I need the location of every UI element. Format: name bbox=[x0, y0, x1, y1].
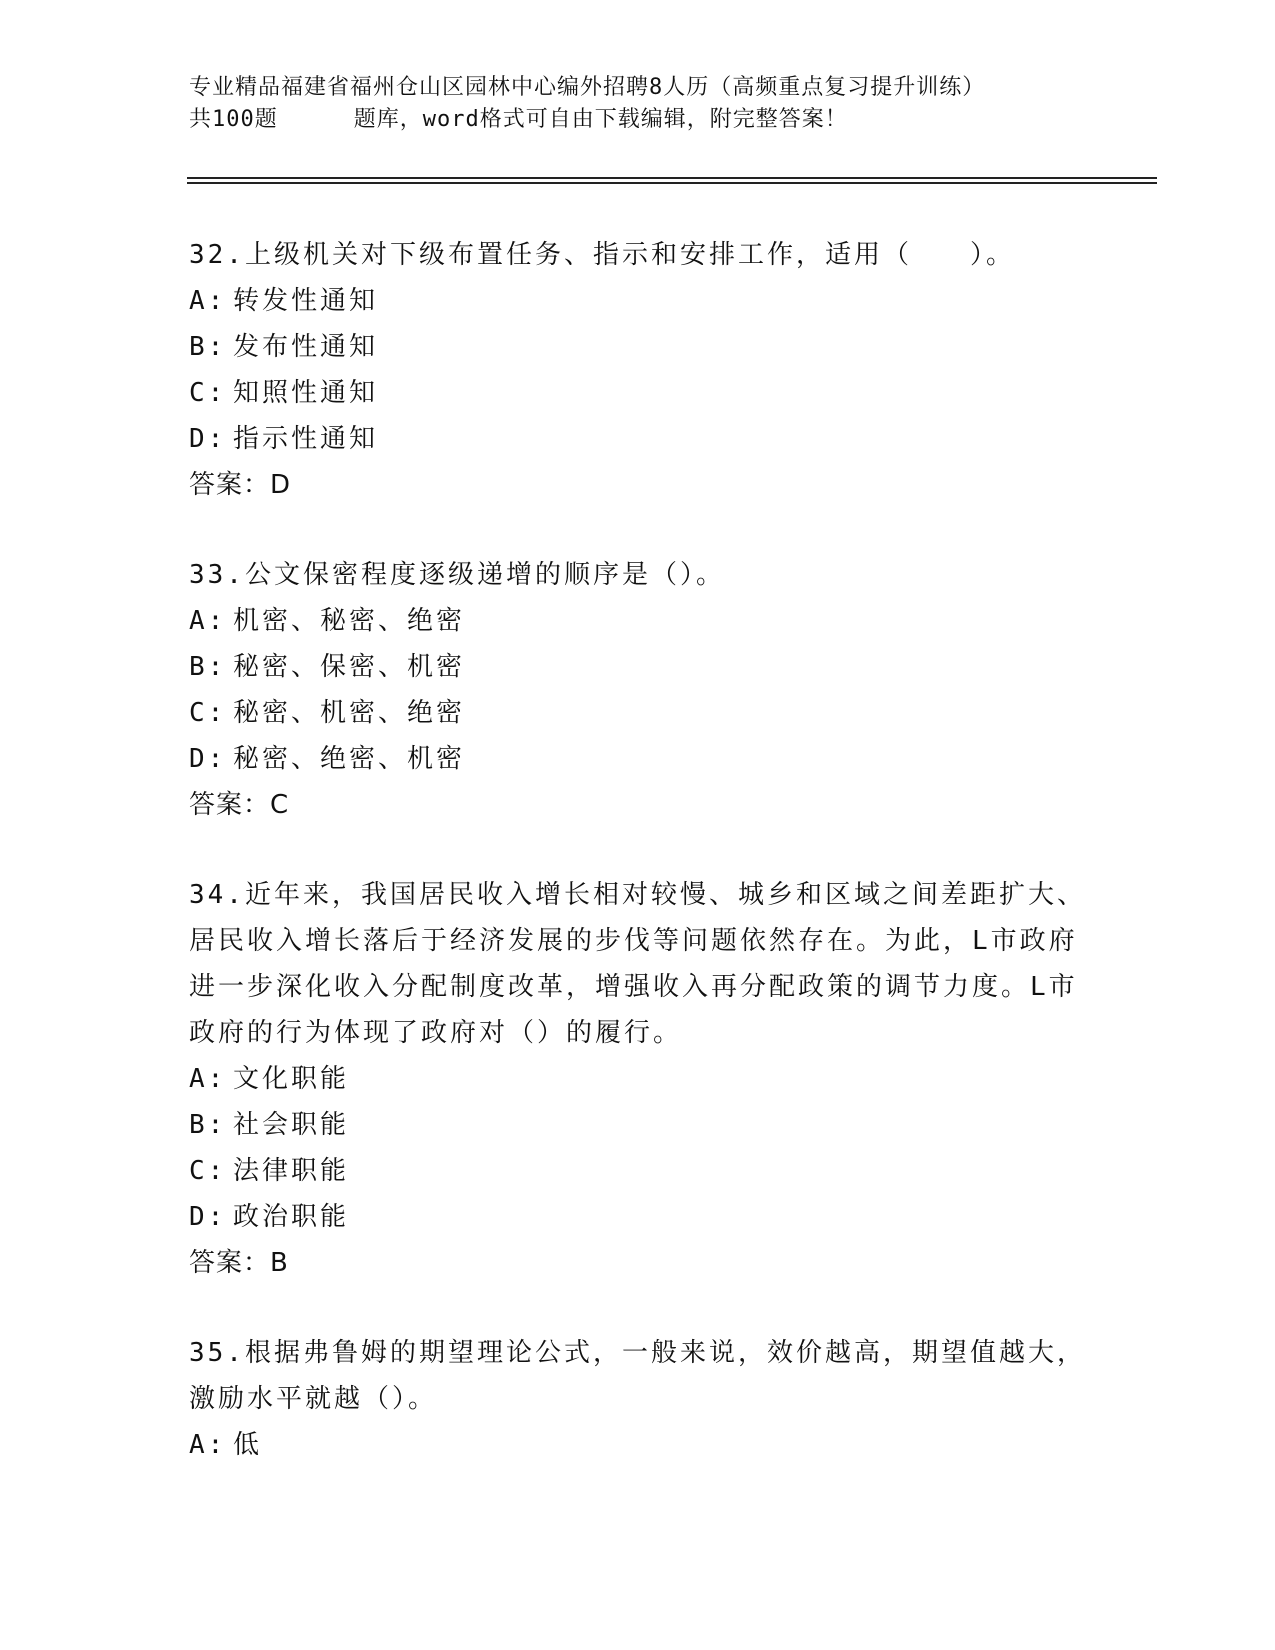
option-text: 知照性通知 bbox=[233, 378, 379, 408]
option-a bbox=[189, 1056, 1089, 1102]
option-key: A: bbox=[189, 286, 227, 316]
option-key: D: bbox=[189, 744, 227, 774]
option-key: B: bbox=[189, 652, 227, 682]
option-text: 秘密、绝密、机密 bbox=[233, 744, 466, 774]
option-key: A: bbox=[189, 1064, 227, 1094]
question-stem: 34.近年来，我国居民收入增长相对较慢、城乡和区域之间差距扩大、居民收入增长落后于经济发展的步伐等问题依然存在。为此，L市政府进一步深化收入分配制度改革，增强收入再分配政策的调节力度。L市政府的行为体现了政府对（）的履行。 bbox=[189, 880, 1086, 1048]
option-key: C: bbox=[189, 698, 227, 728]
question-33 bbox=[189, 552, 1089, 828]
option-text: 秘密、机密、绝密 bbox=[233, 698, 466, 728]
option-text: 指示性通知 bbox=[233, 424, 379, 454]
option-text: 低 bbox=[233, 1430, 263, 1460]
option-text: 转发性通知 bbox=[233, 286, 379, 316]
option-key: B: bbox=[189, 1110, 227, 1140]
question-stem: 32.上级机关对下级布置任务、指示和安排工作，适用（ ）。 bbox=[189, 240, 1015, 270]
question-stem: 35.根据弗鲁姆的期望理论公式，一般来说，效价越高，期望值越大，激励水平就越（）。 bbox=[189, 1338, 1086, 1414]
option-a bbox=[189, 1422, 1089, 1468]
option-key: C: bbox=[189, 378, 227, 408]
option-a bbox=[189, 598, 1089, 644]
option-b bbox=[189, 324, 1089, 370]
option-text: 文化职能 bbox=[233, 1064, 350, 1094]
header-divider-bottom bbox=[187, 182, 1157, 184]
option-text: 法律职能 bbox=[233, 1156, 350, 1186]
answer-line: 答案：B bbox=[189, 1248, 289, 1278]
option-d bbox=[189, 736, 1089, 782]
option-d bbox=[189, 416, 1089, 462]
question-34 bbox=[189, 872, 1089, 1286]
document-header bbox=[189, 72, 1089, 136]
option-text: 社会职能 bbox=[233, 1110, 350, 1140]
header-format-note: 题库，word格式可自由下载编辑，附完整答案！ bbox=[353, 107, 848, 132]
question-stem: 33.公文保密程度逐级递增的顺序是（）。 bbox=[189, 560, 725, 590]
option-text: 发布性通知 bbox=[233, 332, 379, 362]
header-subtitle-line bbox=[189, 104, 1089, 136]
option-key: D: bbox=[189, 424, 227, 454]
option-d bbox=[189, 1194, 1089, 1240]
option-c bbox=[189, 370, 1089, 416]
option-text: 秘密、保密、机密 bbox=[233, 652, 466, 682]
option-a bbox=[189, 278, 1089, 324]
answer-line: 答案：D bbox=[189, 470, 292, 500]
option-key: B: bbox=[189, 332, 227, 362]
option-key: C: bbox=[189, 1156, 227, 1186]
option-c bbox=[189, 690, 1089, 736]
option-key: D: bbox=[189, 1202, 227, 1232]
option-b bbox=[189, 1102, 1089, 1148]
header-question-count: 共100题 bbox=[189, 107, 278, 132]
header-title-line: 专业精品福建省福州仓山区园林中心编外招聘8人历（高频重点复习提升训练） bbox=[189, 75, 986, 100]
option-text: 机密、秘密、绝密 bbox=[233, 606, 466, 636]
answer-line: 答案：C bbox=[189, 790, 290, 820]
option-b bbox=[189, 644, 1089, 690]
option-key: A: bbox=[189, 606, 227, 636]
option-text: 政治职能 bbox=[233, 1202, 350, 1232]
option-c bbox=[189, 1148, 1089, 1194]
question-32 bbox=[189, 232, 1089, 508]
header-divider-top bbox=[187, 177, 1157, 179]
option-key: A: bbox=[189, 1430, 227, 1460]
question-35 bbox=[189, 1330, 1089, 1468]
